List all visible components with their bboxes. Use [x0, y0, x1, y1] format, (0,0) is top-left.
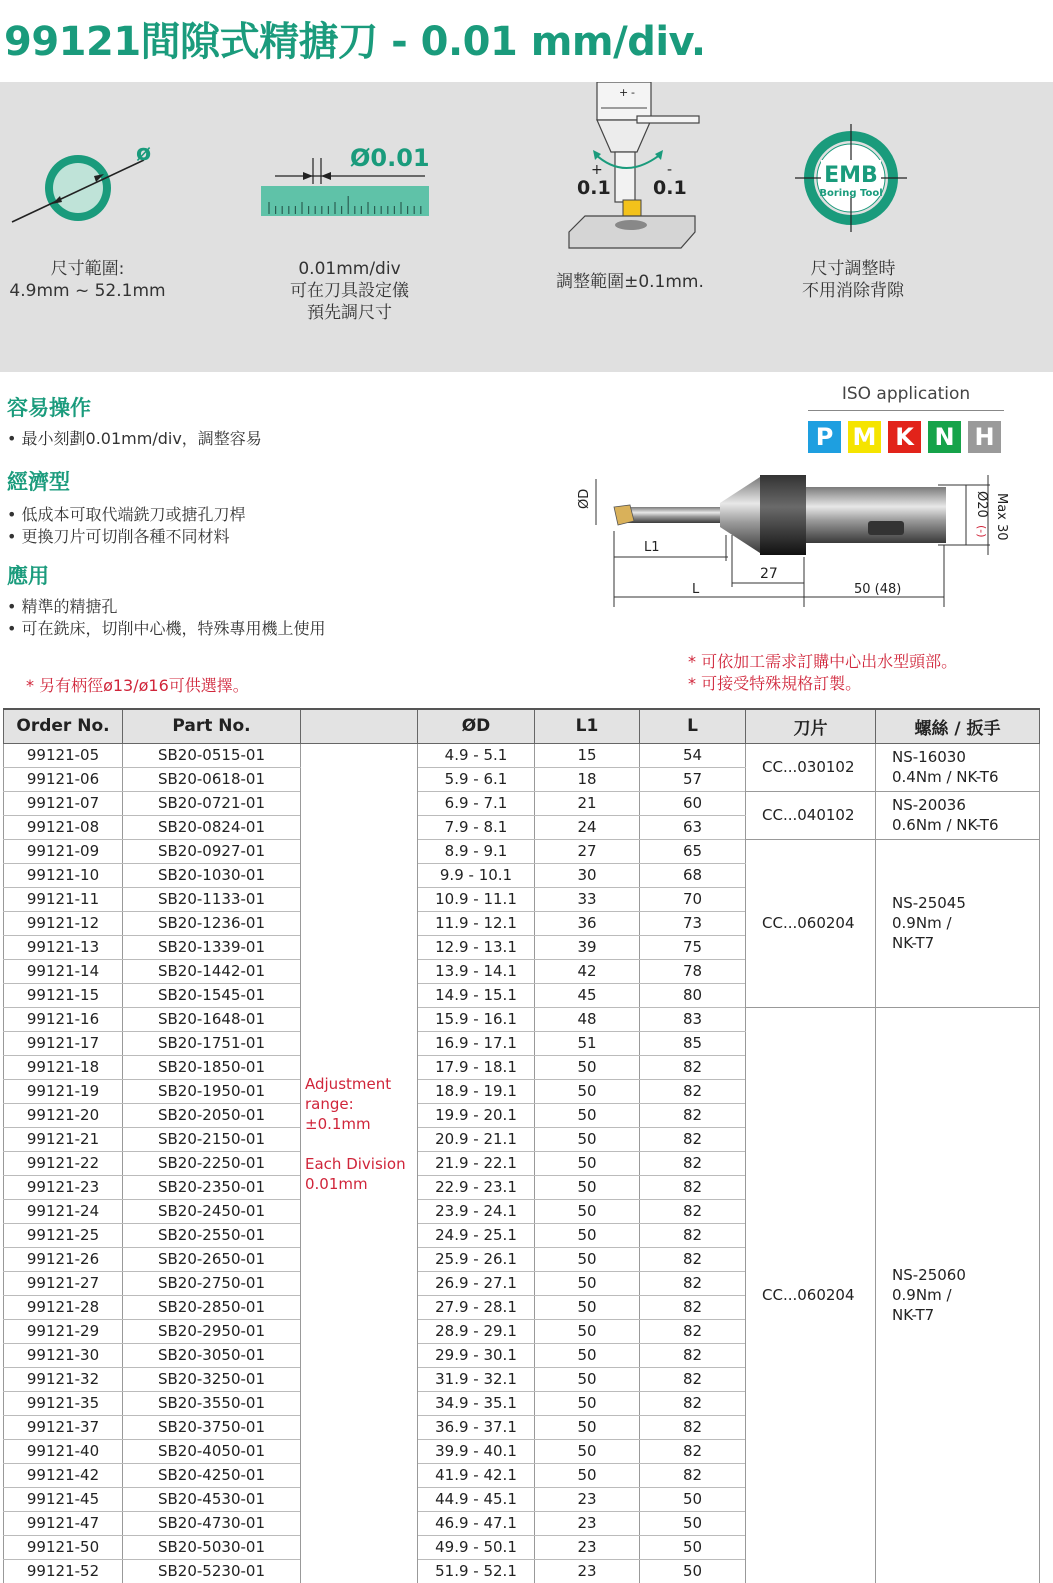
part-no-cell: SB20-5230-01 — [123, 1559, 301, 1583]
part-no-cell: SB20-1950-01 — [123, 1079, 301, 1103]
scale-label: Ø0.01 — [350, 144, 430, 172]
order-no-cell: 99121-25 — [4, 1223, 123, 1247]
screw-line-c: NK-T7 — [892, 934, 935, 952]
dim-tolerance: (-) — [975, 525, 988, 538]
part-no-cell: SB20-4050-01 — [123, 1439, 301, 1463]
iso-box-p: P — [808, 421, 841, 453]
dim-50: 50 (48) — [854, 582, 902, 597]
l-cell: 83 — [640, 1007, 746, 1031]
part-no-cell: SB20-0824-01 — [123, 815, 301, 839]
order-no-cell: 99121-28 — [4, 1295, 123, 1319]
diameter-range-icon — [8, 130, 168, 230]
part-no-cell: SB20-1545-01 — [123, 983, 301, 1007]
order-no-cell: 99121-18 — [4, 1055, 123, 1079]
od-cell: 5.9 - 6.1 — [418, 767, 535, 791]
col-insert: 刀片 — [746, 709, 876, 743]
l-cell: 78 — [640, 959, 746, 983]
l-cell: 82 — [640, 1271, 746, 1295]
l-cell: 82 — [640, 1415, 746, 1439]
order-no-cell: 99121-50 — [4, 1535, 123, 1559]
l1-cell: 50 — [535, 1127, 640, 1151]
table-row — [4, 1007, 1040, 1031]
feature-division — [262, 258, 437, 324]
dim-l1: L1 — [644, 540, 660, 555]
bullet-easy-1: • 最小刻劃0.01mm/div，調整容易 — [7, 429, 262, 448]
l-cell: 82 — [640, 1391, 746, 1415]
od-cell: 28.9 - 29.1 — [418, 1319, 535, 1343]
part-no-cell: SB20-2450-01 — [123, 1199, 301, 1223]
order-no-cell: 99121-35 — [4, 1391, 123, 1415]
adjustment-note-gap — [305, 1134, 417, 1154]
screw-line-c: NK-T7 — [892, 1306, 935, 1324]
order-no-cell: 99121-12 — [4, 911, 123, 935]
iso-box-k: K — [888, 421, 921, 453]
screw-line-a: NS-16030 — [892, 748, 966, 766]
screw-line-b: 0.9Nm / — [892, 914, 952, 932]
adjust-plus-small: + — [619, 86, 629, 99]
order-no-cell: 99121-42 — [4, 1463, 123, 1487]
od-cell: 18.9 - 19.1 — [418, 1079, 535, 1103]
part-no-cell: SB20-2750-01 — [123, 1271, 301, 1295]
feature-division-line1: 0.01mm/div — [298, 259, 401, 279]
screw-cell — [876, 791, 1040, 839]
order-no-cell: 99121-16 — [4, 1007, 123, 1031]
l1-cell: 50 — [535, 1247, 640, 1271]
od-cell: 19.9 - 20.1 — [418, 1103, 535, 1127]
od-cell: 16.9 - 17.1 — [418, 1031, 535, 1055]
order-no-cell: 99121-23 — [4, 1175, 123, 1199]
screw-cell — [876, 839, 1040, 1007]
bullet-economy-2: • 更換刀片可切削各種不同材料 — [7, 527, 230, 546]
part-no-cell: SB20-2350-01 — [123, 1175, 301, 1199]
emb-text: EMB — [824, 163, 878, 188]
l-cell: 60 — [640, 791, 746, 815]
screw-cell — [876, 743, 1040, 791]
l-cell: 65 — [640, 839, 746, 863]
part-no-cell: SB20-0515-01 — [123, 743, 301, 767]
l-cell: 82 — [640, 1079, 746, 1103]
dim-d20: Ø20 — [974, 491, 989, 518]
l-cell: 73 — [640, 911, 746, 935]
l1-cell: 50 — [535, 1415, 640, 1439]
dim-od: ØD — [577, 488, 592, 509]
l-cell: 82 — [640, 1127, 746, 1151]
insert-cell: CC...060204 — [746, 1007, 876, 1583]
od-cell: 23.9 - 24.1 — [418, 1199, 535, 1223]
custom-note: * 可接受特殊規格訂製。 — [688, 674, 862, 693]
part-no-cell: SB20-2850-01 — [123, 1295, 301, 1319]
scale-icon — [255, 140, 435, 220]
part-no-cell: SB20-0618-01 — [123, 767, 301, 791]
order-no-cell: 99121-52 — [4, 1559, 123, 1583]
part-no-cell: SB20-4530-01 — [123, 1487, 301, 1511]
adjustment-note-cell — [301, 743, 418, 1583]
l1-cell: 48 — [535, 1007, 640, 1031]
order-no-cell: 99121-21 — [4, 1127, 123, 1151]
l-cell: 63 — [640, 815, 746, 839]
part-no-cell: SB20-2250-01 — [123, 1151, 301, 1175]
feature-size-range — [0, 258, 175, 302]
section-heading-economy: 經濟型 — [7, 470, 70, 494]
l1-cell: 50 — [535, 1439, 640, 1463]
part-no-cell: SB20-3050-01 — [123, 1343, 301, 1367]
od-cell: 27.9 - 28.1 — [418, 1295, 535, 1319]
part-no-cell: SB20-1442-01 — [123, 959, 301, 983]
l-cell: 68 — [640, 863, 746, 887]
l1-cell: 50 — [535, 1079, 640, 1103]
dim-max30: Max 30 — [994, 493, 1009, 541]
order-no-cell: 99121-45 — [4, 1487, 123, 1511]
spec-table — [3, 708, 1040, 1583]
l-cell: 75 — [640, 935, 746, 959]
l-cell: 50 — [640, 1535, 746, 1559]
screw-line-a: NS-25060 — [892, 1266, 966, 1284]
l-cell: 80 — [640, 983, 746, 1007]
od-cell: 44.9 - 45.1 — [418, 1487, 535, 1511]
l1-cell: 50 — [535, 1367, 640, 1391]
col-part-no: Part No. — [123, 709, 301, 743]
order-no-cell: 99121-07 — [4, 791, 123, 815]
od-cell: 51.9 - 52.1 — [418, 1559, 535, 1583]
l-cell: 50 — [640, 1487, 746, 1511]
order-no-cell: 99121-09 — [4, 839, 123, 863]
od-cell: 26.9 - 27.1 — [418, 1271, 535, 1295]
part-no-cell: SB20-1339-01 — [123, 935, 301, 959]
table-row — [4, 791, 1040, 815]
l1-cell: 36 — [535, 911, 640, 935]
od-cell: 12.9 - 13.1 — [418, 935, 535, 959]
l1-cell: 21 — [535, 791, 640, 815]
l1-cell: 30 — [535, 863, 640, 887]
l1-cell: 50 — [535, 1463, 640, 1487]
page-title: 99121間隙式精搪刀 - 0.01 mm/div. — [4, 19, 706, 65]
order-no-cell: 99121-10 — [4, 863, 123, 887]
dim-l: L — [692, 582, 700, 597]
order-no-cell: 99121-11 — [4, 887, 123, 911]
col-l1: L1 — [535, 709, 640, 743]
od-cell: 46.9 - 47.1 — [418, 1511, 535, 1535]
l-cell: 82 — [640, 1175, 746, 1199]
table-row — [4, 839, 1040, 863]
order-no-cell: 99121-40 — [4, 1439, 123, 1463]
part-no-cell: SB20-1751-01 — [123, 1031, 301, 1055]
adjust-right-value: 0.1 — [653, 177, 687, 199]
l1-cell: 50 — [535, 1271, 640, 1295]
part-no-cell: SB20-1133-01 — [123, 887, 301, 911]
order-no-cell: 99121-30 — [4, 1343, 123, 1367]
l-cell: 82 — [640, 1463, 746, 1487]
l-cell: 50 — [640, 1511, 746, 1535]
l-cell: 50 — [640, 1559, 746, 1583]
bullet-application-1: • 精準的精搪孔 — [7, 597, 118, 616]
iso-title: ISO application — [841, 384, 971, 404]
od-cell: 34.9 - 35.1 — [418, 1391, 535, 1415]
coolant-note: * 可依加工需求訂購中心出水型頭部。 — [688, 652, 958, 671]
feature-division-line2: 可在刀具設定儀 — [290, 281, 409, 301]
table-header-row — [4, 709, 1040, 743]
order-no-cell: 99121-26 — [4, 1247, 123, 1271]
emb-badge-icon — [795, 120, 915, 240]
adjustment-note-line4: 0.01mm — [305, 1174, 368, 1193]
feature-size-range-line1: 尺寸範圍: — [50, 259, 125, 279]
od-cell: 6.9 - 7.1 — [418, 791, 535, 815]
feature-no-backlash-line1: 尺寸調整時 — [810, 259, 896, 279]
part-no-cell: SB20-2550-01 — [123, 1223, 301, 1247]
od-cell: 24.9 - 25.1 — [418, 1223, 535, 1247]
part-no-cell: SB20-0927-01 — [123, 839, 301, 863]
l1-cell: 50 — [535, 1151, 640, 1175]
od-cell: 4.9 - 5.1 — [418, 743, 535, 767]
od-cell: 25.9 - 26.1 — [418, 1247, 535, 1271]
od-cell: 22.9 - 23.1 — [418, 1175, 535, 1199]
od-cell: 17.9 - 18.1 — [418, 1055, 535, 1079]
feature-no-backlash-line2: 不用消除背隙 — [802, 281, 904, 301]
od-cell: 14.9 - 15.1 — [418, 983, 535, 1007]
part-no-cell: SB20-2150-01 — [123, 1127, 301, 1151]
od-cell: 41.9 - 42.1 — [418, 1463, 535, 1487]
l1-cell: 42 — [535, 959, 640, 983]
order-no-cell: 99121-32 — [4, 1367, 123, 1391]
feature-division-line3: 預先調尺寸 — [307, 303, 392, 323]
l-cell: 82 — [640, 1223, 746, 1247]
shank-note: * 另有柄徑ø13/ø16可供選擇。 — [26, 676, 249, 695]
od-cell: 20.9 - 21.1 — [418, 1127, 535, 1151]
l1-cell: 50 — [535, 1103, 640, 1127]
l-cell: 82 — [640, 1439, 746, 1463]
order-no-cell: 99121-05 — [4, 743, 123, 767]
order-no-cell: 99121-06 — [4, 767, 123, 791]
l1-cell: 50 — [535, 1343, 640, 1367]
l-cell: 82 — [640, 1343, 746, 1367]
adjust-minus-small: - — [631, 86, 635, 99]
order-no-cell: 99121-24 — [4, 1199, 123, 1223]
l1-cell: 50 — [535, 1055, 640, 1079]
order-no-cell: 99121-17 — [4, 1031, 123, 1055]
order-no-cell: 99121-47 — [4, 1511, 123, 1535]
feature-no-backlash — [768, 258, 938, 302]
l1-cell: 23 — [535, 1511, 640, 1535]
l-cell: 82 — [640, 1199, 746, 1223]
od-cell: 31.9 - 32.1 — [418, 1367, 535, 1391]
screw-line-b: 0.9Nm / — [892, 1286, 952, 1304]
part-no-cell: SB20-0721-01 — [123, 791, 301, 815]
part-no-cell: SB20-2950-01 — [123, 1319, 301, 1343]
l1-cell: 50 — [535, 1319, 640, 1343]
od-cell: 8.9 - 9.1 — [418, 839, 535, 863]
order-no-cell: 99121-37 — [4, 1415, 123, 1439]
screw-line-a: NS-20036 — [892, 796, 966, 814]
l-cell: 82 — [640, 1319, 746, 1343]
order-no-cell: 99121-15 — [4, 983, 123, 1007]
od-cell: 11.9 - 12.1 — [418, 911, 535, 935]
iso-box-m: M — [848, 421, 881, 453]
adjust-left-value: 0.1 — [577, 177, 611, 199]
order-no-cell: 99121-14 — [4, 959, 123, 983]
l-cell: 70 — [640, 887, 746, 911]
l-cell: 82 — [640, 1295, 746, 1319]
part-no-cell: SB20-2650-01 — [123, 1247, 301, 1271]
adjust-plus: + — [591, 162, 603, 178]
l-cell: 57 — [640, 767, 746, 791]
l1-cell: 15 — [535, 743, 640, 767]
part-no-cell: SB20-5030-01 — [123, 1535, 301, 1559]
section-heading-easy: 容易操作 — [7, 396, 91, 420]
l1-cell: 24 — [535, 815, 640, 839]
l1-cell: 23 — [535, 1535, 640, 1559]
od-cell: 36.9 - 37.1 — [418, 1415, 535, 1439]
order-no-cell: 99121-27 — [4, 1271, 123, 1295]
l1-cell: 23 — [535, 1559, 640, 1583]
part-no-cell: SB20-3250-01 — [123, 1367, 301, 1391]
bullet-economy-1: • 低成本可取代端銑刀或搪孔刀桿 — [7, 505, 246, 524]
l1-cell: 18 — [535, 767, 640, 791]
screw-cell — [876, 1007, 1040, 1583]
col-notes — [301, 709, 418, 743]
table-row — [4, 743, 1040, 767]
order-no-cell: 99121-13 — [4, 935, 123, 959]
order-no-cell: 99121-29 — [4, 1319, 123, 1343]
insert-cell: CC...030102 — [746, 743, 876, 791]
feature-size-range-line2: 4.9mm ~ 52.1mm — [9, 281, 166, 301]
part-no-cell: SB20-1030-01 — [123, 863, 301, 887]
adjust-head-icon — [565, 82, 715, 262]
l-cell: 85 — [640, 1031, 746, 1055]
screw-line-a: NS-25045 — [892, 894, 966, 912]
od-cell: 13.9 - 14.1 — [418, 959, 535, 983]
iso-box-n: N — [928, 421, 961, 453]
od-cell: 49.9 - 50.1 — [418, 1535, 535, 1559]
col-screw: 螺絲 / 扳手 — [876, 709, 1040, 743]
l-cell: 54 — [640, 743, 746, 767]
part-no-cell: SB20-1648-01 — [123, 1007, 301, 1031]
adjustment-note-line1: Adjustment — [305, 1074, 392, 1093]
part-no-cell: SB20-4250-01 — [123, 1463, 301, 1487]
part-no-cell: SB20-3550-01 — [123, 1391, 301, 1415]
bullet-application-2: • 可在銑床，切削中心機，特殊專用機上使用 — [7, 619, 326, 638]
feature-adjust-range — [540, 271, 720, 293]
od-cell: 21.9 - 22.1 — [418, 1151, 535, 1175]
col-l: L — [640, 709, 746, 743]
l1-cell: 33 — [535, 887, 640, 911]
order-no-cell: 99121-20 — [4, 1103, 123, 1127]
emb-subtext: Boring Tool — [819, 188, 883, 199]
od-cell: 39.9 - 40.1 — [418, 1439, 535, 1463]
feature-adjust-range-line1: 調整範圍±0.1mm. — [556, 272, 704, 292]
order-no-cell: 99121-08 — [4, 815, 123, 839]
l1-cell: 50 — [535, 1223, 640, 1247]
order-no-cell: 99121-22 — [4, 1151, 123, 1175]
od-cell: 15.9 - 16.1 — [418, 1007, 535, 1031]
l1-cell: 27 — [535, 839, 640, 863]
adjustment-note-line2: range:±0.1mm — [305, 1094, 371, 1133]
l1-cell: 50 — [535, 1391, 640, 1415]
section-heading-application: 應用 — [7, 564, 49, 588]
od-cell: 7.9 - 8.1 — [418, 815, 535, 839]
screw-line-b: 0.4Nm / NK-T6 — [892, 768, 999, 786]
l1-cell: 45 — [535, 983, 640, 1007]
adjustment-note-line3: Each Division — [305, 1154, 406, 1173]
l1-cell: 50 — [535, 1295, 640, 1319]
l-cell: 82 — [640, 1367, 746, 1391]
iso-box-h: H — [968, 421, 1001, 453]
part-no-cell: SB20-2050-01 — [123, 1103, 301, 1127]
l1-cell: 50 — [535, 1199, 640, 1223]
l-cell: 82 — [640, 1247, 746, 1271]
l1-cell: 39 — [535, 935, 640, 959]
tool-drawing — [560, 465, 1010, 615]
diameter-symbol: ø — [136, 141, 152, 166]
l-cell: 82 — [640, 1055, 746, 1079]
l1-cell: 51 — [535, 1031, 640, 1055]
l1-cell: 23 — [535, 1487, 640, 1511]
screw-line-b: 0.6Nm / NK-T6 — [892, 816, 999, 834]
l-cell: 82 — [640, 1151, 746, 1175]
part-no-cell: SB20-1850-01 — [123, 1055, 301, 1079]
col-order-no: Order No. — [4, 709, 123, 743]
adjust-minus: - — [667, 162, 673, 178]
iso-divider — [808, 410, 1004, 411]
order-no-cell: 99121-19 — [4, 1079, 123, 1103]
part-no-cell: SB20-1236-01 — [123, 911, 301, 935]
od-cell: 29.9 - 30.1 — [418, 1343, 535, 1367]
insert-cell: CC...060204 — [746, 839, 876, 1007]
col-od: ØD — [418, 709, 535, 743]
part-no-cell: SB20-4730-01 — [123, 1511, 301, 1535]
insert-cell: CC...040102 — [746, 791, 876, 839]
od-cell: 9.9 - 10.1 — [418, 863, 535, 887]
l-cell: 82 — [640, 1103, 746, 1127]
part-no-cell: SB20-3750-01 — [123, 1415, 301, 1439]
dim-27: 27 — [760, 566, 778, 582]
l1-cell: 50 — [535, 1175, 640, 1199]
od-cell: 10.9 - 11.1 — [418, 887, 535, 911]
